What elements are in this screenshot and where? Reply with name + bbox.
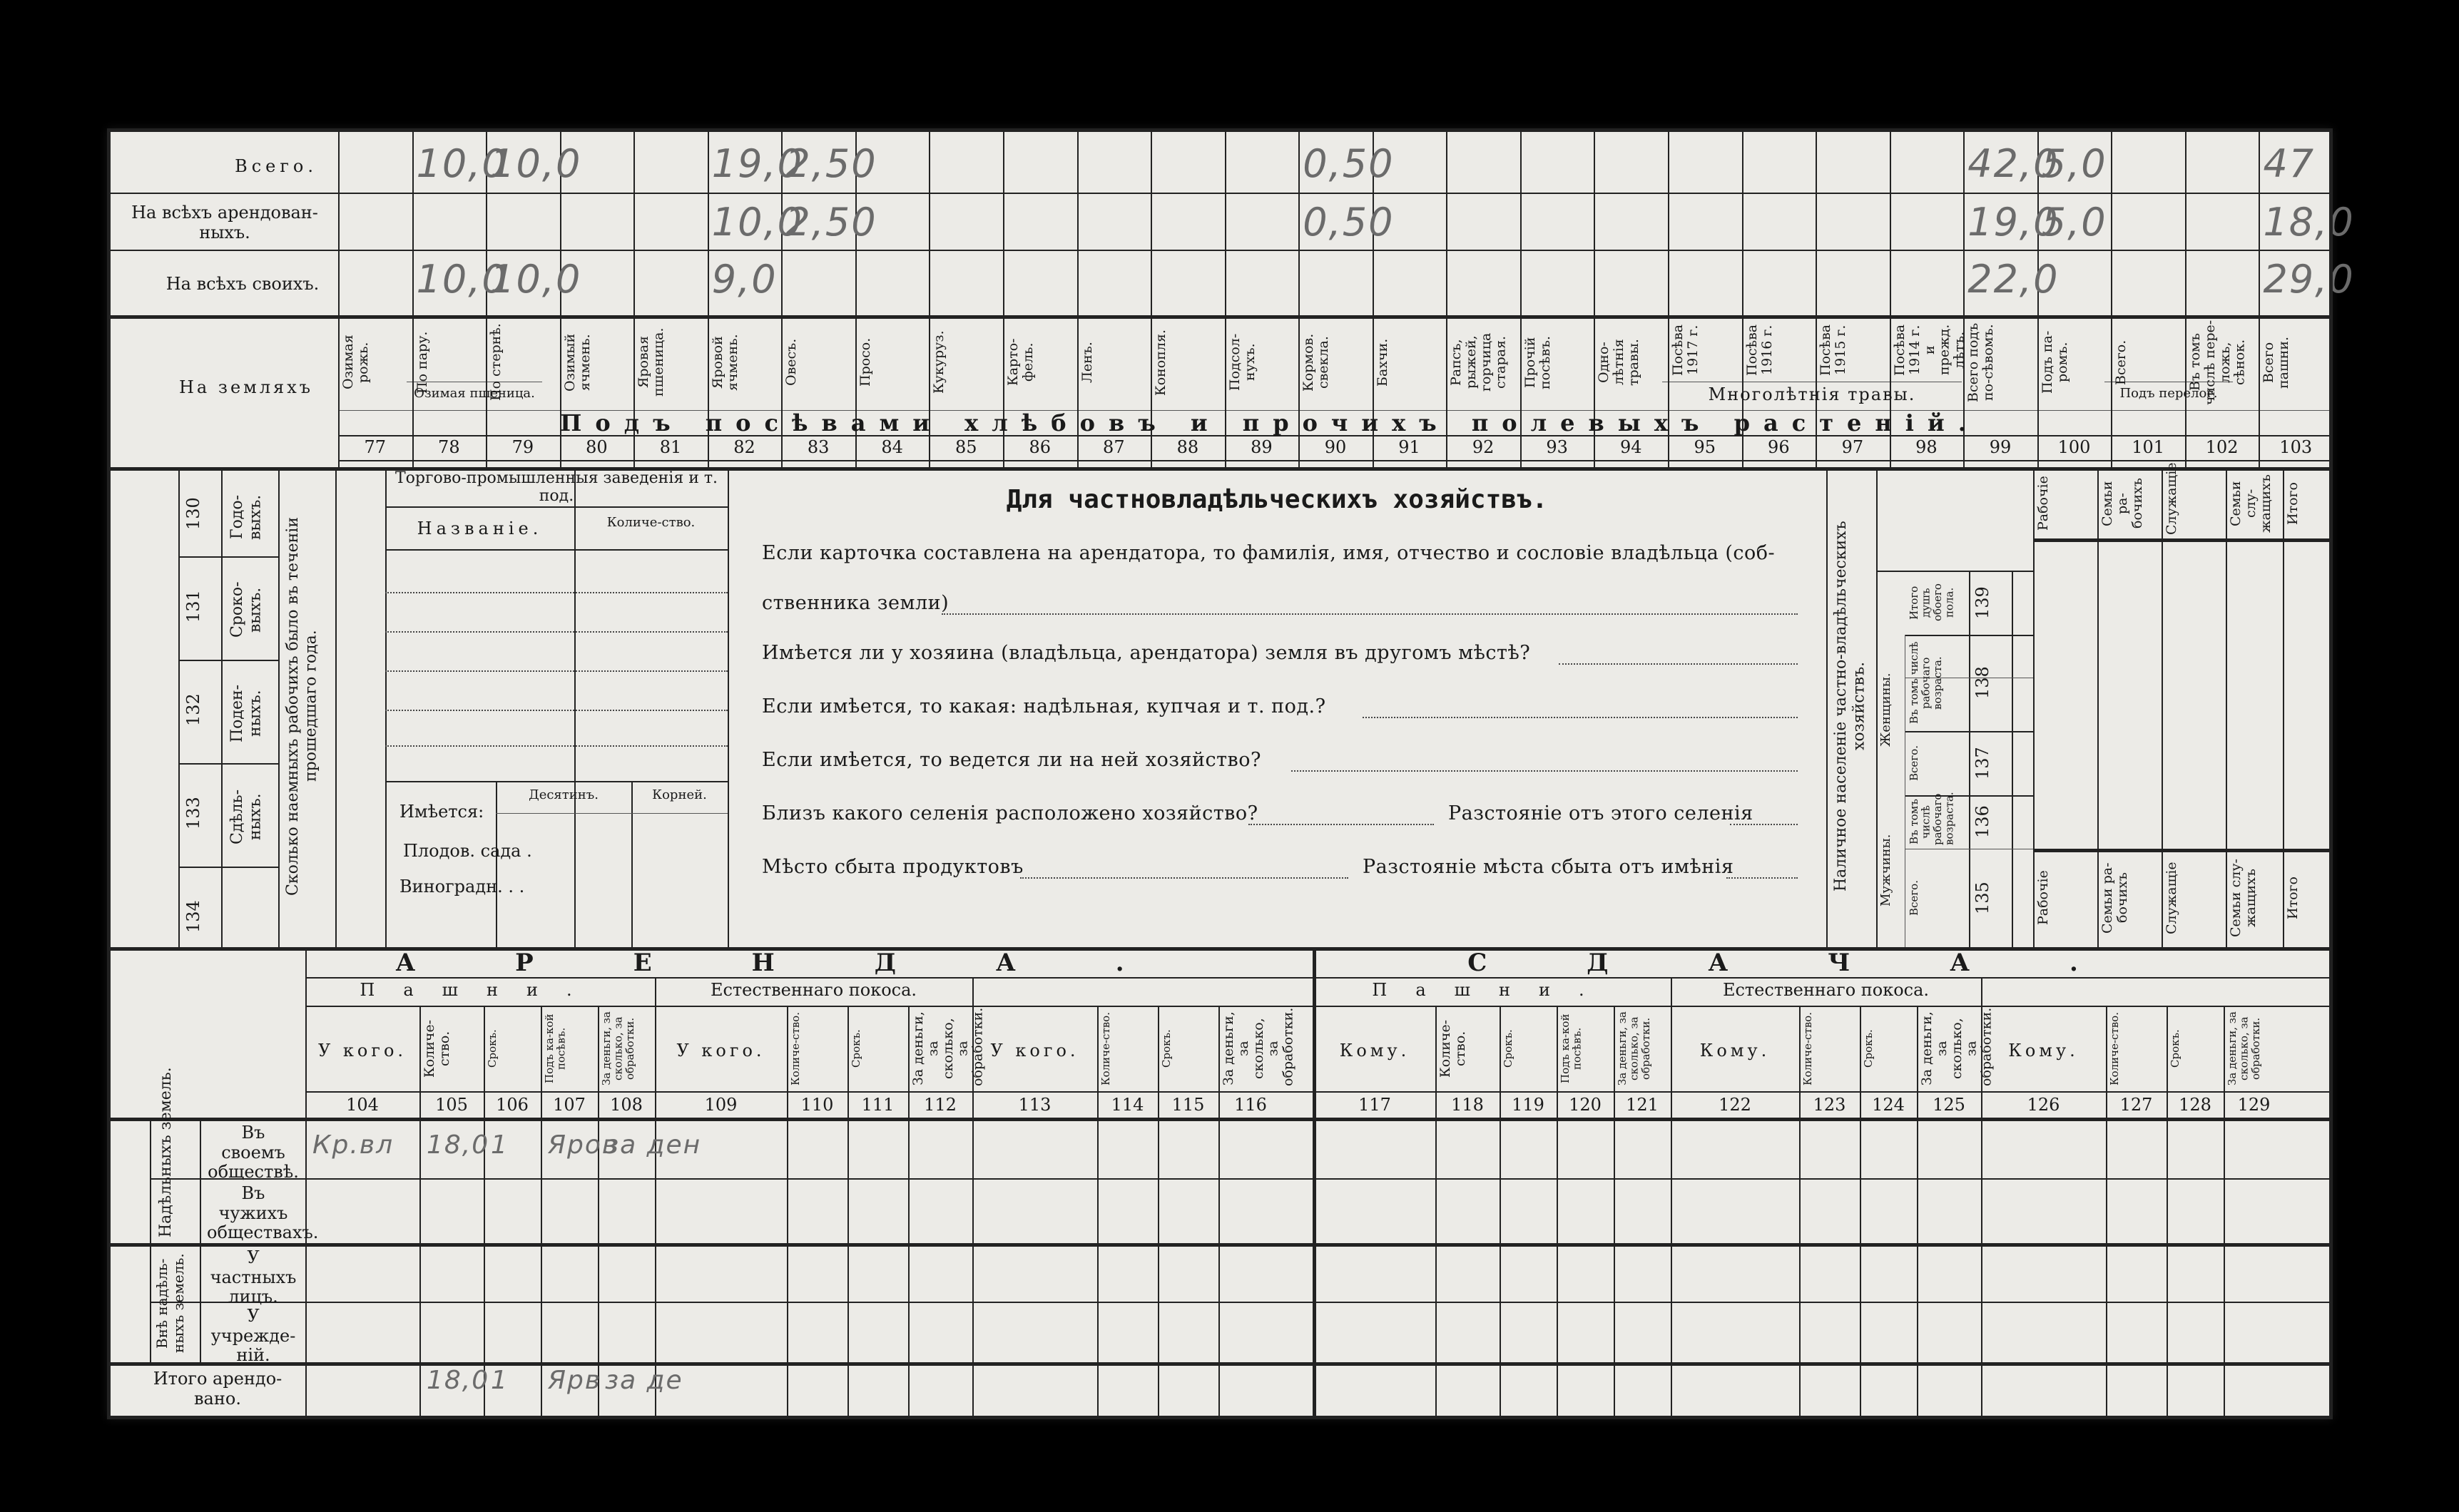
- top-col-head: Посѣва 1916 г.: [1743, 324, 1775, 376]
- top-col-head: Посѣва 1915 г.: [1818, 324, 1848, 376]
- handwritten-value: 2,50: [785, 141, 877, 186]
- row-itogo: Итого арендо-вано.: [153, 1369, 282, 1409]
- bottom-col-line: [598, 1006, 599, 1419]
- handwritten-value: 10,0: [490, 257, 582, 302]
- bottom-col-head: У кого.: [990, 1041, 1079, 1061]
- bottom-col-num: 108: [610, 1095, 643, 1115]
- private-title: Для частновладѣльческихъ хозяйствъ.: [1006, 485, 1548, 514]
- handwritten-value: 47: [2263, 141, 2316, 186]
- fill-line: [1730, 824, 1798, 825]
- handwritten-value: 18,0: [2263, 200, 2355, 245]
- workers-col-top: Рабочіе: [2035, 476, 2051, 531]
- top-col-num: 84: [881, 437, 903, 457]
- group-nadelnye: Надѣльныхъ земель.: [157, 1067, 175, 1237]
- pop-num: 136: [1972, 805, 1992, 839]
- private-q3: Если имѣется, то какая: надѣльная, купчая и т. под.?: [762, 695, 1326, 717]
- pop-row-label: Всего.: [1908, 880, 1920, 916]
- group-line: [972, 977, 974, 1006]
- bottom-col-line: [2224, 1006, 2225, 1419]
- row-uchrezhdeniy: У учрежде-ній.: [210, 1306, 296, 1366]
- top-col-num: 81: [659, 437, 682, 457]
- bottom-col-head: За деньги, за сколько, за обработки.: [1919, 1007, 1995, 1086]
- bottom-col-num: 109: [704, 1095, 738, 1115]
- hired-label: Поден-ныхъ.: [228, 684, 265, 742]
- census-card: [107, 128, 2355, 1419]
- handwritten-value: 10,0: [416, 141, 508, 186]
- private-q1b: ственника земли): [762, 592, 950, 614]
- top-col-num: 97: [1841, 437, 1864, 457]
- top-col-head: Рапсъ, рыжей, горчица старая.: [1448, 332, 1509, 392]
- workers-col-bottom: Служащіе: [2164, 862, 2179, 934]
- group-perelog: Подъ перелог.: [2119, 386, 2218, 401]
- row-svoem: Въ своемъ обществѣ.: [208, 1123, 299, 1182]
- top-col-num: 83: [807, 437, 830, 457]
- pop-num: 135: [1972, 882, 1992, 914]
- top-col-head: Посѣва 1917 г.: [1670, 324, 1701, 376]
- bottom-col-num: 122: [1719, 1095, 1751, 1115]
- top-col-head: Кукуруз.: [931, 330, 947, 394]
- top-col-num: 96: [1768, 437, 1790, 457]
- bottom-col-line: [419, 1006, 421, 1419]
- handwritten-value: 18,0: [427, 1130, 490, 1160]
- hired-label: Сроко-выхъ.: [228, 581, 265, 638]
- bottom-col-line: [1097, 1006, 1099, 1419]
- trade-desyat: Десятинъ.: [529, 787, 599, 802]
- fill-line: [1559, 663, 1798, 665]
- arenda-title: АРЕНДА.: [395, 949, 1224, 977]
- top-col-num: 86: [1029, 437, 1052, 457]
- handwritten-value: 2,50: [785, 200, 877, 245]
- bottom-col-line: [1158, 1006, 1159, 1419]
- row-label-arend: На всѣхъ арендован-ныхъ.: [131, 203, 318, 242]
- group-line: [1981, 977, 1982, 1006]
- bottom-col-head: Подъ ка-кой посѣвъ.: [543, 1013, 568, 1084]
- handwritten-value: 42,0: [1967, 141, 2060, 186]
- group-vne-nadelnye: Внѣ надѣль-ныхъ земель.: [153, 1253, 187, 1354]
- top-col-head: Бахчи.: [1374, 338, 1390, 387]
- bottom-col-num: 107: [553, 1095, 586, 1115]
- bottom-col-head: У кого.: [317, 1041, 407, 1061]
- bottom-col-head: Подъ ка-кой посѣвъ.: [1559, 1013, 1584, 1084]
- top-col-head: Всего подъ по-сѣвомъ.: [1965, 322, 1997, 402]
- workers-col-top: Семьи ра-бочихъ: [2099, 478, 2145, 529]
- trade-orchard: Плодов. сада .: [403, 841, 532, 861]
- handwritten-value: 10,0: [711, 200, 803, 245]
- handwritten-value: 10,0: [416, 257, 508, 302]
- top-col-head: Овесъ.: [783, 338, 800, 387]
- top-col-head: Подъ па-ромъ.: [2039, 330, 2070, 394]
- workers-col-bottom: Семьи ра-бочихъ: [2099, 862, 2130, 934]
- top-col-head: Всего.: [2113, 339, 2129, 385]
- top-col-head: Посѣва 1914 г. и прежд. лѣтъ.: [1891, 324, 1967, 376]
- top-col-head: Подсол-нухъ.: [1226, 333, 1258, 392]
- fill-line: [1020, 877, 1348, 879]
- bottom-col-line: [305, 1006, 307, 1419]
- top-col-num: 89: [1251, 437, 1273, 457]
- sdacha-title: СДАЧА.: [1467, 949, 2178, 977]
- fill-line: [1248, 824, 1434, 825]
- bottom-col-num: 114: [1111, 1095, 1144, 1115]
- bottom-col-head: Кому.: [2008, 1041, 2079, 1061]
- top-col-line: [338, 128, 340, 467]
- bottom-col-head: Кому.: [1339, 1041, 1410, 1061]
- bottom-col-num: 123: [1813, 1095, 1846, 1115]
- top-col-num: 82: [733, 437, 755, 457]
- pop-num: 138: [1972, 666, 1992, 700]
- pop-row-label: Въ томъ числѣ рабочаго возраста.: [1908, 792, 1956, 845]
- bottom-col-line: [541, 1006, 542, 1419]
- top-col-num: 79: [511, 437, 534, 457]
- handwritten-value: 5,0: [2041, 200, 2107, 245]
- bottom-col-num: 124: [1872, 1095, 1905, 1115]
- handwritten-value: 1: [491, 1366, 509, 1395]
- bottom-col-line: [1314, 1006, 1315, 1419]
- workers-col-top: Служащіе: [2164, 462, 2179, 535]
- top-col-head: Карто-фель.: [1005, 338, 1036, 387]
- row-label-vsego: Всего.: [235, 156, 317, 176]
- top-col-head: Конопля.: [1153, 329, 1169, 396]
- bottom-col-num: 126: [2027, 1095, 2060, 1115]
- trade-kornei: Корней.: [652, 787, 707, 802]
- arenda-pokos: Естественнаго покоса.: [710, 980, 917, 1000]
- private-q5: Близъ какого селенія расположено хозяйство?: [762, 802, 1258, 824]
- bottom-col-line: [787, 1006, 788, 1419]
- top-col-head: Просо.: [857, 337, 873, 387]
- top-col-num: 103: [2279, 437, 2313, 457]
- fill-line: [1291, 770, 1798, 772]
- bottom-col-head: За деньги, за сколько, за обработки.: [2226, 1011, 2262, 1086]
- bottom-col-line: [972, 1006, 974, 1419]
- handwritten-value: 22,0: [1967, 257, 2060, 302]
- top-col-num: 93: [1546, 437, 1568, 457]
- bottom-col-head: За деньги, за сколько, за обработки.: [1616, 1011, 1652, 1086]
- bottom-col-line: [2167, 1006, 2168, 1419]
- handwritten-value: 29,0: [2263, 257, 2355, 302]
- handwritten-value: 10,0: [490, 141, 582, 186]
- hired-num: 130: [183, 497, 203, 530]
- hired-num: 133: [183, 797, 203, 829]
- bottom-col-num: 129: [2237, 1095, 2271, 1115]
- pop-row-label: Итого душъ обоего пола.: [1908, 583, 1956, 622]
- private-q6: Мѣсто сбыта продуктовъ: [762, 856, 1024, 878]
- bottom-col-head: Срокъ.: [2169, 1029, 2181, 1068]
- private-q1: Если карточка составлена на арендатора, то фамилія, имя, отчество и сословіе владѣльца (соб-: [762, 542, 1776, 564]
- bottom-col-line: [1557, 1006, 1558, 1419]
- hired-label: Сдѣль-ныхъ.: [228, 789, 265, 844]
- handwritten-value: 19,0: [1967, 200, 2060, 245]
- bottom-col-head: Срокъ.: [486, 1029, 499, 1068]
- handwritten-value: за де: [605, 1366, 683, 1395]
- handwritten-value: 19,0: [711, 141, 803, 186]
- workers-col-top: Итого: [2285, 482, 2301, 525]
- bottom-col-num: 105: [435, 1095, 468, 1115]
- bottom-col-num: 115: [1171, 1095, 1205, 1115]
- bottom-col-line: [1671, 1006, 1672, 1419]
- row-chuzhikh: Въ чужихъ обществахъ.: [207, 1183, 319, 1243]
- trade-has: Имѣется:: [399, 802, 484, 822]
- arenda-pashni: Пашни.: [360, 980, 601, 1000]
- top-col-num: 95: [1694, 437, 1716, 457]
- bottom-col-line: [1614, 1006, 1615, 1419]
- group-grass: Многолѣтнія травы.: [1708, 384, 1916, 404]
- bottom-col-num: 119: [1512, 1095, 1544, 1115]
- top-col-head: Въ томъ числѣ пере-ложь, сѣнок.: [2186, 320, 2248, 405]
- top-col-head: Кормов. свекла.: [1300, 333, 1332, 392]
- bottom-col-head: Количе-ство.: [1437, 1019, 1468, 1078]
- handwritten-value: 0,50: [1303, 141, 1395, 186]
- bottom-col-num: 104: [346, 1095, 379, 1115]
- bottom-col-num: 106: [496, 1095, 529, 1115]
- bottom-col-head: Количе-ство.: [1099, 1012, 1112, 1086]
- bottom-col-num: 111: [861, 1095, 895, 1115]
- handwritten-value: 18,0: [427, 1366, 490, 1395]
- pop-num: 139: [1972, 586, 1992, 619]
- trade-name-col: Названіе.: [417, 519, 543, 538]
- bottom-col-num: 110: [800, 1095, 834, 1115]
- bottom-col-head: Количе-ство.: [789, 1012, 802, 1086]
- bottom-col-head: Срокъ.: [1502, 1029, 1514, 1068]
- top-col-head: Озимая рожь.: [340, 334, 371, 390]
- pop-row-label: Всего.: [1908, 745, 1920, 781]
- row-chastnykh: У частныхъ лицъ.: [210, 1247, 297, 1307]
- top-col-num: 100: [2057, 437, 2091, 457]
- handwritten-value: 9,0: [711, 257, 778, 302]
- top-col-num: 87: [1103, 437, 1125, 457]
- bottom-col-head: Количе-ство.: [2108, 1012, 2121, 1086]
- top-col-num: 94: [1619, 437, 1642, 457]
- bottom-col-num: 125: [1933, 1095, 1965, 1115]
- bottom-col-line: [2106, 1006, 2107, 1419]
- hired-num: 131: [183, 590, 203, 623]
- top-col-num: 91: [1398, 437, 1420, 457]
- top-col-num: 77: [364, 437, 387, 457]
- bottom-col-num: 113: [1018, 1095, 1052, 1115]
- row-label-na-zemlyakh: На земляхъ: [178, 377, 314, 397]
- private-q6b: Разстояніе мѣста сбыта отъ имѣнія: [1363, 856, 1734, 878]
- row-label-svoi: На всѣхъ своихъ.: [166, 274, 320, 294]
- pop-num: 137: [1972, 747, 1992, 780]
- top-col-head: Одно-лѣтнія травы.: [1596, 339, 1642, 386]
- bottom-col-num: 128: [2179, 1095, 2211, 1115]
- top-col-num: 90: [1324, 437, 1347, 457]
- bottom-col-line: [908, 1006, 910, 1419]
- top-col-num: 102: [2205, 437, 2239, 457]
- handwritten-value: 5,0: [2041, 141, 2107, 186]
- top-col-head: По стернѣ.: [488, 323, 504, 402]
- bottom-col-head: За деньги, за сколько, за обработки.: [600, 1011, 636, 1086]
- top-col-num: 78: [438, 437, 460, 457]
- bottom-col-head: За деньги, за сколько, за обработки.: [1221, 1007, 1296, 1086]
- top-col-num: 80: [586, 437, 608, 457]
- top-col-head: Прочій посѣвъ.: [1522, 335, 1553, 389]
- top-col-num: 85: [954, 437, 977, 457]
- bottom-col-line: [1860, 1006, 1861, 1419]
- bottom-col-head: Количе-ство.: [1801, 1012, 1814, 1086]
- top-col-head: Ленъ.: [1079, 342, 1095, 383]
- handwritten-value: Кр.вл: [312, 1130, 394, 1160]
- bottom-col-num: 127: [2119, 1095, 2153, 1115]
- top-col-head: Яровой ячмень.: [709, 334, 740, 391]
- bottom-col-head: У кого.: [676, 1041, 765, 1061]
- bottom-col-line: [1799, 1006, 1801, 1419]
- handwritten-value: Ярв: [548, 1366, 602, 1395]
- sdacha-pokos: Естественнаго покоса.: [1722, 980, 1930, 1000]
- top-col-head: По пару.: [414, 331, 430, 394]
- top-col-num: 88: [1176, 437, 1199, 457]
- bottom-col-num: 116: [1234, 1095, 1267, 1115]
- private-q4: Если имѣется, то ведется ли на ней хозяйство?: [762, 749, 1261, 771]
- bottom-col-num: 121: [1626, 1095, 1659, 1115]
- bottom-col-head: Количе-ство.: [422, 1019, 452, 1078]
- top-col-head: Озимый ячмень.: [561, 333, 593, 392]
- bottom-col-num: 117: [1358, 1095, 1391, 1115]
- bottom-col-head: Срокъ.: [1160, 1029, 1173, 1068]
- hired-title: Сколько наемныхъ рабочихъ было въ теченіи прошедшаго года.: [284, 516, 320, 896]
- handwritten-value: 0,50: [1303, 200, 1395, 245]
- population-title: Наличное населеніе частно-владѣльческихъ хозяйствъ.: [1832, 521, 1868, 892]
- fill-line: [1363, 717, 1798, 718]
- bottom-col-line: [1981, 1006, 1982, 1419]
- bottom-col-line: [847, 1006, 849, 1419]
- trade-title: Торгово-промышленныя заведенія и т. под.: [394, 469, 718, 506]
- hired-num: 134: [183, 900, 203, 933]
- workers-col-bottom: Рабочіе: [2035, 870, 2051, 926]
- sdacha-pashni: Пашни.: [1372, 980, 1613, 1000]
- workers-col-bottom: Семьи слу-жащихъ: [2228, 859, 2259, 937]
- bottom-col-line: [1917, 1006, 1918, 1419]
- pop-men: Мужчины.: [1878, 834, 1893, 906]
- workers-col-top: Семьи слу-жащихъ: [2228, 474, 2274, 533]
- bottom-col-line: [655, 1006, 656, 1419]
- bottom-col-head: Кому.: [1699, 1041, 1771, 1061]
- bottom-col-line: [484, 1006, 485, 1419]
- bottom-col-num: 118: [1451, 1095, 1484, 1115]
- crops-banner: Подъ посѣвами хлѣбовъ и прочихъ полевыхъ растеній.: [560, 409, 1980, 436]
- handwritten-value: 1: [491, 1130, 509, 1160]
- pop-women: Женщины.: [1878, 673, 1893, 747]
- top-col-num: 98: [1915, 437, 1938, 457]
- bottom-col-num: 112: [924, 1095, 957, 1115]
- top-col-head: Яровая пшеница.: [636, 327, 667, 397]
- group-wheat: Озимая пшеница.: [414, 386, 535, 401]
- top-col-num: 99: [1989, 437, 2012, 457]
- top-col-head: Всего пашни.: [2261, 336, 2292, 389]
- hired-label: Годо-выхъ.: [228, 494, 265, 540]
- fill-line: [942, 613, 1798, 615]
- bottom-col-line: [1500, 1006, 1501, 1419]
- bottom-col-line: [1435, 1006, 1437, 1419]
- hired-num: 132: [183, 693, 203, 726]
- bottom-col-head: За деньги, за сколько, за обработки.: [910, 1007, 986, 1086]
- bottom-col-num: 120: [1569, 1095, 1602, 1115]
- top-col-num: 101: [2132, 437, 2164, 457]
- handwritten-value: Яров: [548, 1130, 619, 1160]
- private-q2: Имѣется ли у хозяина (владѣльца, арендатора) земля въ другомъ мѣстѣ?: [762, 642, 1531, 664]
- workers-col-bottom: Итого: [2285, 877, 2301, 919]
- fill-line: [1726, 877, 1798, 879]
- trade-qty-col: Количе-ство.: [606, 515, 696, 530]
- private-q5b: Разстояніе отъ этого селенія: [1448, 802, 1753, 824]
- trade-vineyard: Виноградн. . .: [399, 877, 525, 897]
- top-col-line: [2259, 128, 2260, 467]
- top-col-num: 92: [1472, 437, 1495, 457]
- bottom-col-line: [1218, 1006, 1220, 1419]
- handwritten-value: за ден: [605, 1130, 702, 1160]
- bottom-col-head: Срокъ.: [850, 1029, 862, 1068]
- bottom-col-head: Срокъ.: [1862, 1029, 1875, 1068]
- pop-row-label: Въ томъ числѣ рабочаго возраста.: [1908, 641, 1944, 725]
